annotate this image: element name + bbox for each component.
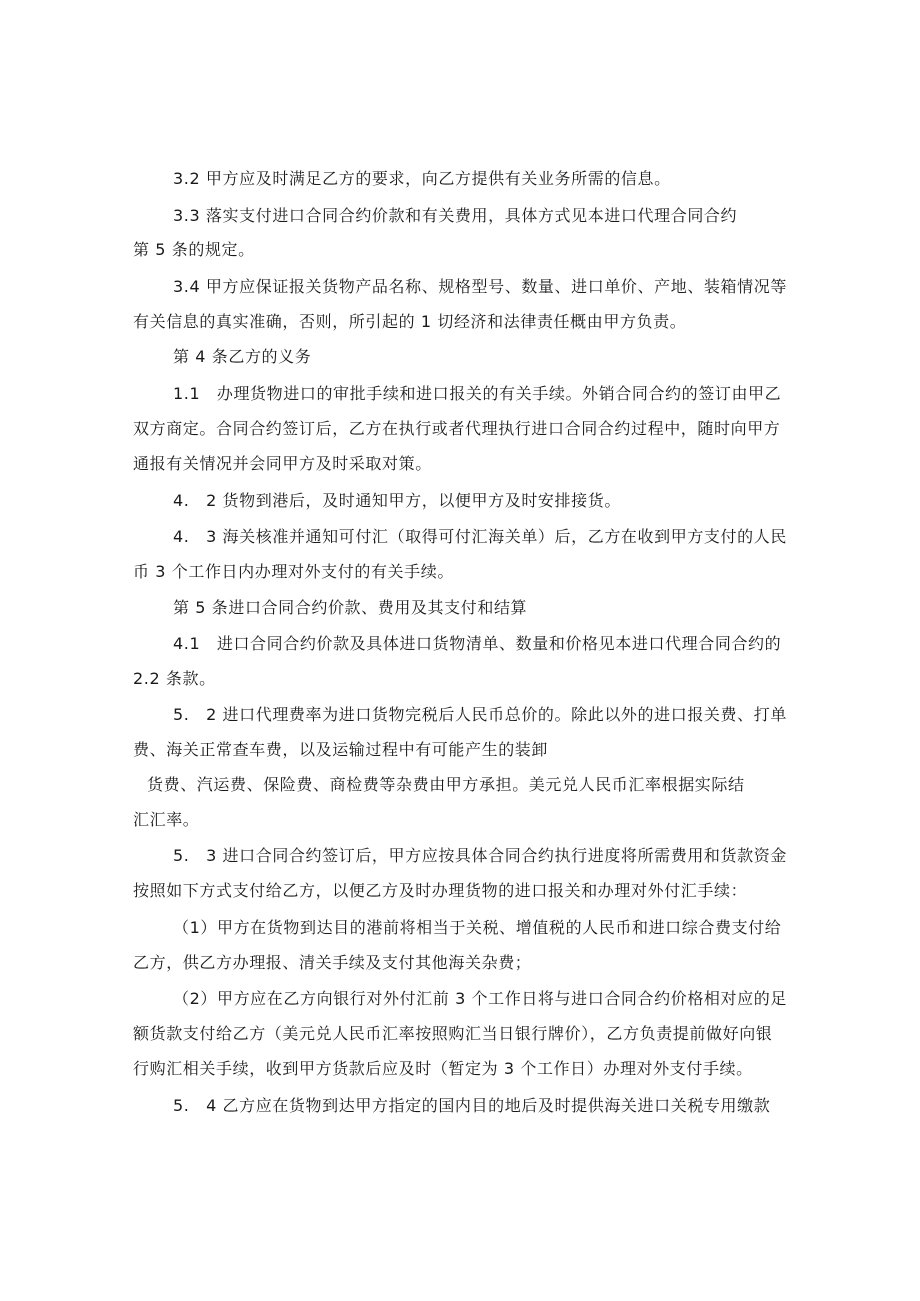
paragraph-1-1-line-2: 双方商定。合同合约签订后，乙方在执行或者代理执行进口合同合约过程中，随时向甲方 bbox=[133, 419, 781, 438]
item-2-line-2: 额货款支付给乙方（美元兑人民币汇率按照购汇当日银行牌价），乙方负责提前做好向银 bbox=[133, 1024, 773, 1043]
paragraph-1-1-line-1: 1.1 办理货物进口的审批手续和进口报关的有关手续。外销合同合约的签订由甲乙 bbox=[173, 384, 782, 403]
article-5-heading: 第 5 条进口合同合约价款、费用及其支付和结算 bbox=[173, 598, 528, 617]
paragraph-3-3-line-2: 第 5 条的规定。 bbox=[133, 240, 255, 259]
paragraph-5-2-line-2: 费、海关正常查车费，以及运输过程中有可能产生的装卸 bbox=[133, 740, 549, 759]
paragraph-4-3-line-1: 4. 3 海关核准并通知可付汇（取得可付汇海关单）后，乙方在收到甲方支付的人民 bbox=[173, 527, 787, 546]
item-2-line-3: 行购汇相关手续，收到甲方货款后应及时（暂定为 3 个工作日）办理对外支付手续。 bbox=[133, 1059, 753, 1078]
paragraph-4-1-line-2: 2.2 条款。 bbox=[133, 669, 216, 688]
paragraph-5-4-line-1: 5. 4 乙方应在货物到达甲方指定的国内目的地后及时提供海关进口关税专用缴款 bbox=[173, 1096, 771, 1115]
paragraph-3-4-line-1: 3.4 甲方应保证报关货物产品名称、规格型号、数量、进口单价、产地、装箱情况等 bbox=[173, 277, 787, 296]
item-2-line-1: （2）甲方应在乙方向银行对外付汇前 3 个工作日将与进口合同合约价格相对应的足 bbox=[173, 989, 787, 1008]
paragraph-4-1-line-1: 4.1 进口合同合约价款及具体进口货物清单、数量和价格见本进口代理合同合约的 bbox=[173, 634, 782, 653]
paragraph-3-3-line-1: 3.3 落实支付进口合同合约价款和有关费用，具体方式见本进口代理合同合约 bbox=[173, 206, 738, 225]
paragraph-5-2-line-4: 汇汇率。 bbox=[133, 810, 200, 829]
paragraph-5-3-line-2: 按照如下方式支付给乙方，以便乙方及时办理货物的进口报关和办理对外付汇手续： bbox=[133, 881, 748, 900]
paragraph-4-3-line-2: 币 3 个工作日内办理对外支付的有关手续。 bbox=[133, 562, 454, 581]
paragraph-4-2-line-1: 4. 2 货物到港后，及时通知甲方，以便甲方及时安排接货。 bbox=[173, 491, 621, 510]
paragraph-5-2-line-1: 5. 2 进口代理费率为进口货物完税后人民币总价的。除此以外的进口报关费、打单 bbox=[173, 705, 787, 724]
item-1-line-2: 乙方，供乙方办理报、清关手续及支付其他海关杂费； bbox=[133, 953, 532, 972]
paragraph-3-2-line-1: 3.2 甲方应及时满足乙方的要求，向乙方提供有关业务所需的信息。 bbox=[173, 169, 671, 188]
article-4-heading: 第 4 条乙方的义务 bbox=[173, 347, 312, 366]
paragraph-5-2-line-3: 货费、汽运费、保险费、商检费等杂费由甲方承担。美元兑人民币汇率根据实际结 bbox=[147, 775, 745, 794]
item-1-line-1: （1）甲方在货物到达目的港前将相当于关税、增值税的人民币和进口综合费支付给 bbox=[173, 918, 782, 937]
paragraph-3-4-line-2: 有关信息的真实准确，否则，所引起的 1 切经济和法律责任概由甲方负责。 bbox=[133, 312, 687, 331]
paragraph-1-1-line-3: 通报有关情况并会同甲方及时采取对策。 bbox=[133, 454, 432, 473]
paragraph-5-3-line-1: 5. 3 进口合同合约签订后，甲方应按具体合同合约执行进度将所需费用和货款资金 bbox=[173, 846, 787, 865]
